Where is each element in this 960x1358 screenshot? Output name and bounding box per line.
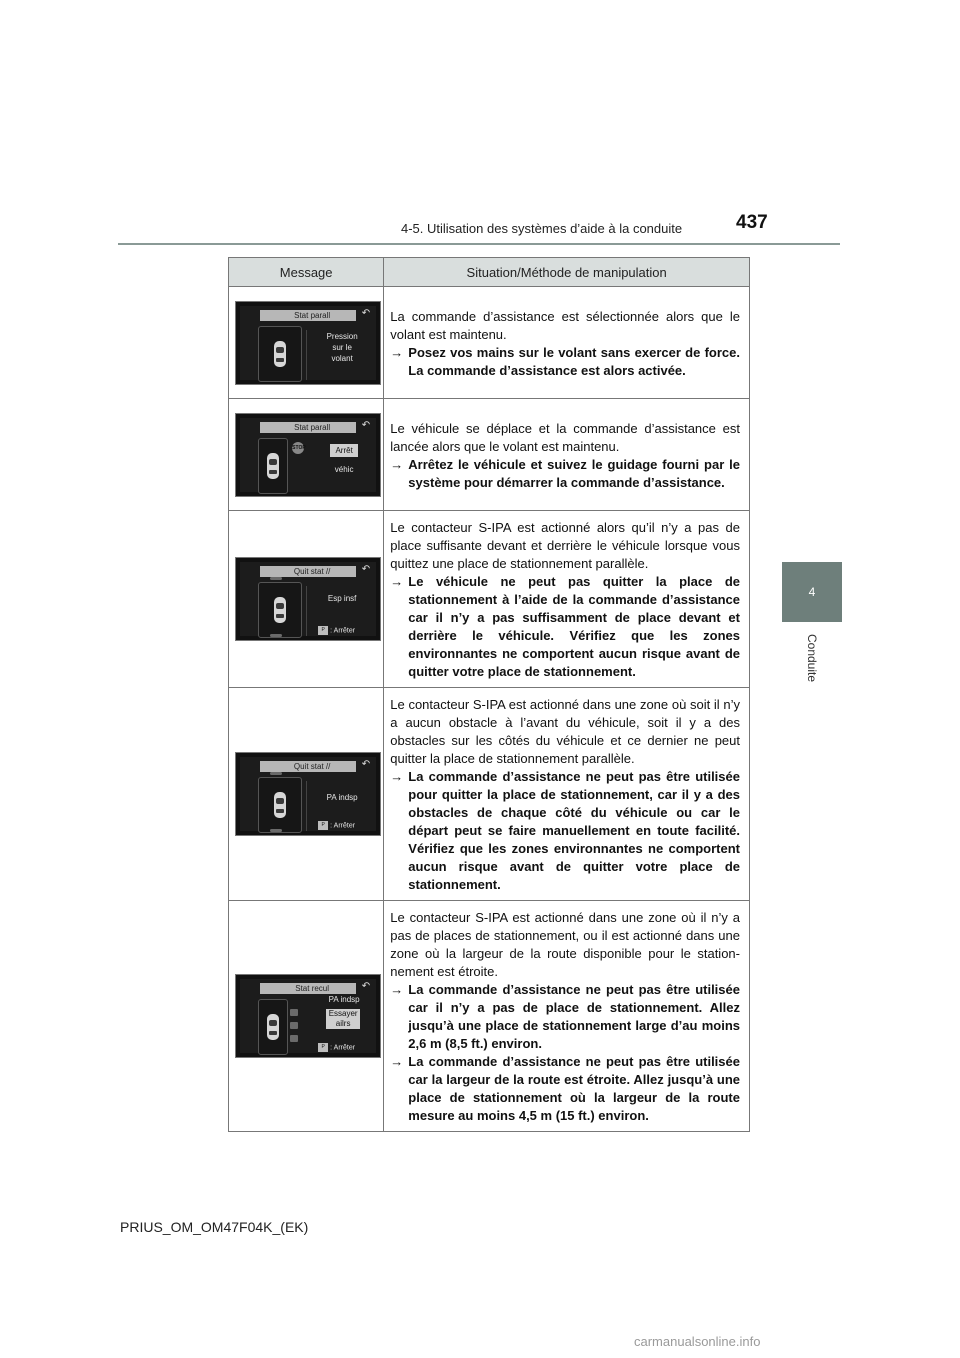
instruction: [390, 456, 740, 492]
rear-sensor-icon: [270, 829, 282, 832]
instruction-text: Le véhicule ne peut pas quitter la place de stationnement à l’aide de la commande d’assistance car il n’y a pas suffisamment de place devant et derrière le véhicule. Vérifiez que les zones environnantes ne comportent aucun risque avant de quitter votre place de stationnement.: [408, 574, 740, 679]
situation-description: Le contacteur S-IPA est actionné dans une zone où il n’y a pas de places de stationnement, ou il est actionné dans une zone où la largeur de la route disponible pour le stationnement est étroite.: [390, 910, 740, 979]
stop-vehicle-label: Arrêt: [330, 444, 358, 457]
screen-line: Esp insf: [327, 594, 357, 603]
situation-cell: [384, 399, 750, 511]
parking-key-icon: P: [318, 1043, 328, 1052]
screen-divider: [306, 586, 307, 636]
table-row: [229, 511, 750, 688]
instruction: [390, 344, 740, 380]
page-number: 437: [736, 212, 768, 233]
message-image-cell: [229, 399, 384, 511]
screen-footer-text: : Arrêter: [330, 822, 356, 830]
situation-description: Le contacteur S-IPA est actionné dans une zone où soit il n’y a aucun obstacle à l’avant du véhicule, soit il y a des obstacles sur les côtés du véhicule et ce dernier ne peut quitter la place de stationnement parallèle.: [390, 697, 740, 766]
rear-sensor-icon: [270, 634, 282, 637]
instruction-text: Posez vos mains sur le volant sans exercer de force. La commande d’assistance est alors activée.: [408, 344, 740, 378]
screen-divider: [306, 781, 307, 831]
chapter-label: [782, 628, 842, 688]
message-image-cell: [229, 287, 384, 399]
car-icon: [274, 792, 286, 818]
document-code: PRIUS_OM_OM47F04K_(EK): [120, 1219, 309, 1235]
instruction: [390, 1053, 740, 1125]
screen-footer-text: : Arrêter: [330, 627, 356, 635]
situation-cell: [384, 511, 750, 688]
display-screen: [235, 301, 381, 385]
stop-icon: STOP: [292, 442, 304, 454]
screen-line: véhic: [334, 464, 354, 474]
instruction: [390, 768, 740, 894]
parking-key-icon: P: [318, 821, 328, 830]
instruction-text: La commande d’assistance ne peut pas être utilisée pour quitter la place de stationnement, car il y a des obstacles de chaque côté du véhicule ou car le départ peut se faire manuellement en toute facilité. Vérifiez que les zones environnantes ne comportent aucun risque avant de quitter votre place de stationnement.: [408, 769, 740, 892]
table-row: [229, 287, 750, 399]
situation-description: La commande d’assistance est sélectionnée alors que le volant est maintenu.: [390, 308, 740, 342]
vehicle-panel: [258, 582, 302, 638]
display-screen: [235, 974, 381, 1058]
car-icon: [267, 1014, 279, 1040]
situation-cell: [384, 287, 750, 399]
table-row: [229, 399, 750, 511]
screen-title: Quit stat //: [260, 566, 356, 577]
instruction-text: La commande d’assistance ne peut pas être utilisée car la largeur de la route est étroite. Allez jusqu’à une place de stationnement où la largeur de la route mesure au moins 4,5 m (15 ft.) environ.: [408, 1054, 740, 1123]
message-image-cell: [229, 511, 384, 688]
space-indicator-icon: [290, 1022, 298, 1029]
message-image-cell: [229, 688, 384, 901]
screen-line: Pression: [326, 331, 358, 341]
right-arrow-icon: →: [390, 344, 404, 360]
return-arrow-icon: ↶: [361, 564, 371, 575]
return-arrow-icon: ↶: [361, 307, 371, 319]
table-header-row: [229, 258, 750, 287]
message-table: [228, 257, 750, 1132]
instruction: [390, 573, 740, 681]
return-arrow-icon: ↶: [361, 759, 371, 770]
front-sensor-icon: [270, 772, 282, 775]
column-header-situation: Situation/Méthode de manipulation: [384, 258, 750, 287]
display-screen: [235, 557, 381, 641]
table-row: [229, 688, 750, 901]
space-indicator-icon: [290, 1009, 298, 1016]
vehicle-panel: [258, 999, 288, 1055]
space-indicator-icon: [290, 1035, 298, 1042]
right-arrow-icon: →: [390, 456, 404, 472]
screen-line: PA indsp: [328, 995, 360, 1004]
situation-description: Le véhicule se déplace et la commande d’assistance est lancée alors que le volant est maintenu.: [390, 420, 740, 454]
chapter-label-text: Conduite: [804, 633, 819, 683]
screen-line: PA indsp: [326, 793, 358, 802]
display-screen: [235, 413, 381, 497]
chapter-tab: 4: [782, 562, 842, 622]
right-arrow-icon: →: [390, 769, 404, 784]
screen-footer-text: : Arrêter: [330, 1044, 356, 1052]
front-sensor-icon: [270, 577, 282, 580]
try-elsewhere-label: [326, 1009, 360, 1029]
car-icon: [274, 341, 286, 367]
car-icon: [267, 453, 279, 479]
screen-title: Stat recul: [260, 983, 356, 994]
right-arrow-icon: →: [390, 574, 404, 589]
message-image-cell: [229, 901, 384, 1132]
screen-footer: [318, 821, 355, 831]
instruction-text: La commande d’assistance ne peut pas être utilisée car il n’y a pas de place de stationnement. Allez jusqu’à une place de stationnement large d’au moins 2,6 m (8,5 ft.) environ.: [408, 982, 740, 1051]
instruction: [390, 981, 740, 1053]
watermark[interactable]: carmanualsonline.info: [634, 1334, 761, 1349]
screen-title: Stat parall: [260, 422, 356, 433]
screen-line: sur le: [332, 342, 352, 352]
screen-title: Quit stat //: [260, 761, 356, 772]
car-icon: [274, 597, 286, 623]
column-header-message: Message: [229, 258, 384, 287]
instruction-text: Arrêtez le véhicule et suivez le guidage fourni par le système pour démarrer la commande d’assistance.: [408, 456, 740, 490]
screen-footer: [318, 626, 355, 636]
right-arrow-icon: →: [390, 982, 404, 997]
screen-footer: [318, 1043, 355, 1053]
situation-cell: [384, 901, 750, 1132]
vehicle-panel: [258, 777, 302, 833]
header-divider: [118, 243, 840, 245]
screen-divider: [306, 330, 307, 380]
vehicle-panel: [258, 438, 288, 494]
screen-button-line: ailrs: [335, 1019, 351, 1028]
display-screen: [235, 752, 381, 836]
return-arrow-icon: ↶: [361, 981, 371, 992]
situation-cell: [384, 688, 750, 901]
situation-description: Le contacteur S-IPA est actionné alors qu’il n’y a pas de place suffisante devant et derrière le véhicule lorsque vous quittez une place de stationnement parallèle.: [390, 520, 740, 571]
section-title: 4-5. Utilisation des systèmes d’aide à la conduite: [401, 221, 683, 236]
parking-key-icon: P: [318, 626, 328, 635]
screen-title: Stat parall: [260, 310, 356, 321]
return-arrow-icon: ↶: [361, 419, 371, 431]
screen-button-line: Essayer: [328, 1009, 358, 1018]
table-row: [229, 901, 750, 1132]
screen-line: volant: [331, 353, 353, 363]
vehicle-panel: [258, 326, 302, 382]
right-arrow-icon: →: [390, 1054, 404, 1069]
